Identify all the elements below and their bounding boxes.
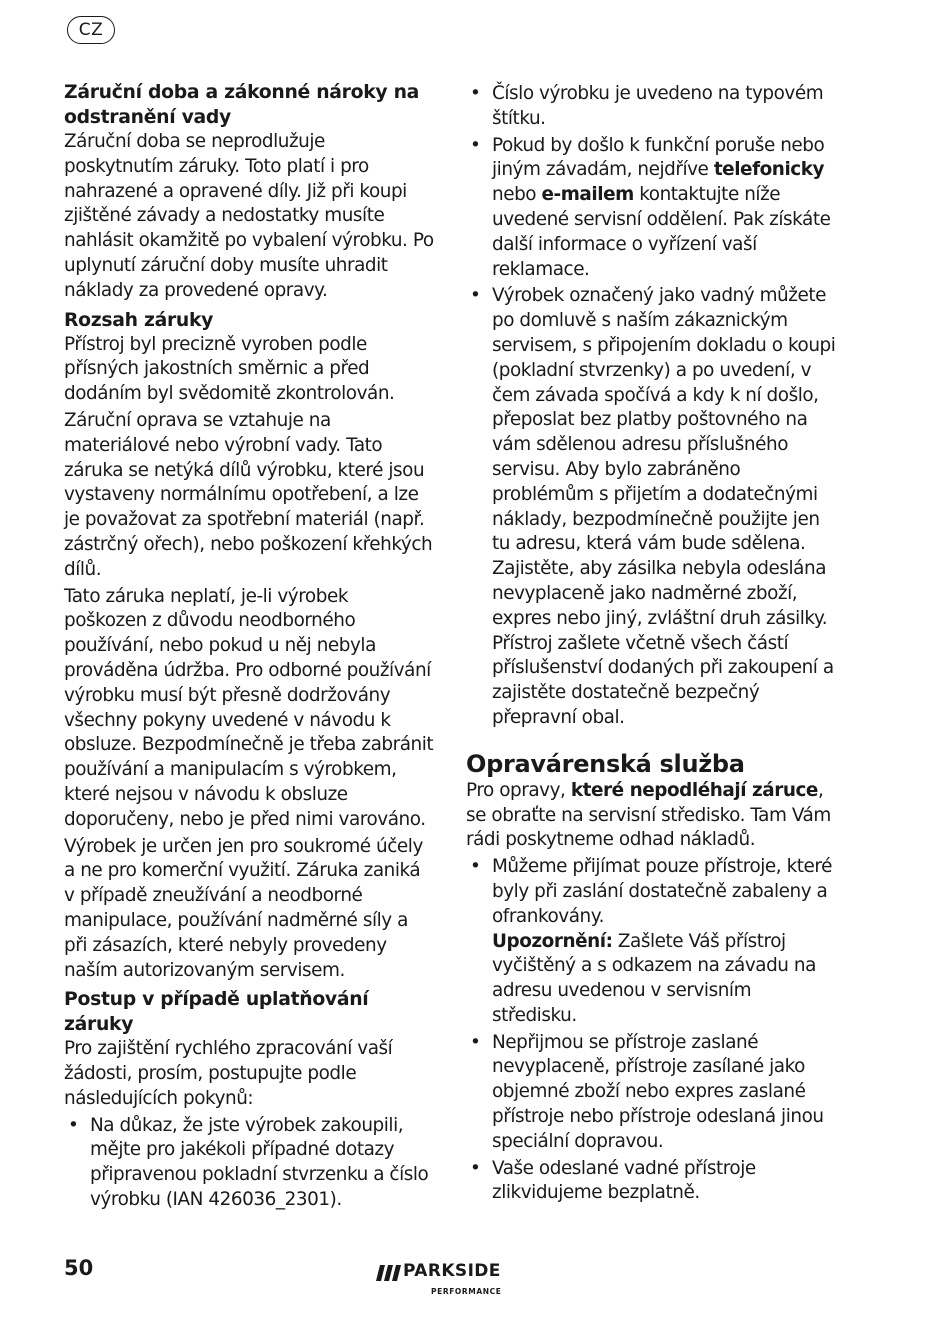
bold-email: e-mailem xyxy=(541,184,634,206)
text-run: Můžeme přijímat pouze přístroje, které byly při zaslání dostatečně zabaleny a ofrankovány. xyxy=(492,856,832,927)
paragraph: Pro zajištění rychlého zpracování vaší žádosti, prosím, postupujte podle následujících pokynů: xyxy=(64,1038,393,1109)
list-item: • Výrobek označený jako vadný můžete po domluvě s naším zákaznickým servisem, s připojením dokladu o koupi (pokladní stvrzenky) a po uvedení, v čem závada spočívá a kdy k ní došlo, přeposlat bez platby poštovného na vám sdělenou adresu příslušného servisu. Aby bylo zabráněno problémům s přijetím a dodatečnými náklady, bezpodmínečně použijte jen tu adresu, která vám bude sdělena. Zajistěte, aby zásilka nebyla odeslána nevyplaceně jako nadměrné zboží, expres nebo jiný, zvláštní druh zásilky. Přístroj zašlete včetně všech částí příslušenství dodaných při zakoupení a zajistěte dostatečně bezpečný přepravní obal. xyxy=(466,284,838,730)
list-item: • Na důkaz, že jste výrobek zakoupili, mějte pro jakékoli případné dotazy připravenou pokladní stvrzenku a číslo výrobku (IAN 426036_2301). xyxy=(64,1114,436,1213)
paragraph: Výrobek je určen jen pro soukromé účely a ne pro komerční využití. Záruka zaniká v případě zneužívání a neodborné manipulace, používání nadměrné síly a při zásazích, které nebyly provedeny naším autorizovaným servisem. xyxy=(64,835,423,981)
note-text: Zašlete Váš přístroj vyčištěný a s odkazem na závadu na adresu uvedenou v servisním středisku. xyxy=(492,930,816,1026)
bullet-list xyxy=(466,855,838,1206)
paragraph: Záruční oprava se vztahuje na materiálové nebo výrobní vady. Tato záruka se netýká dílů výrobku, které jsou vystaveny normálnímu opotřebení, a lze je považovat za spotřební materiál (např. zástrčný ořech), nebo poškození křehkých dílů. xyxy=(64,409,433,580)
section-heading-repair-service: Opravárenská služba xyxy=(466,749,745,778)
note-label: Upozornění: xyxy=(492,930,613,952)
bold-text: které nepodléhají záruce xyxy=(570,779,818,801)
section-heading-warranty-scope: Rozsah záruky xyxy=(64,309,214,331)
text-run: , se obraťte na servisní středisko. Tam Vám rádi poskytneme odhad nákladů. xyxy=(466,779,831,851)
left-column xyxy=(64,80,436,1213)
parkside-logo xyxy=(376,1263,526,1299)
text-run: Pro opravy, xyxy=(466,779,571,801)
page-number: 50 xyxy=(64,1256,94,1280)
bullet-list xyxy=(64,1114,436,1213)
paragraph xyxy=(466,779,838,853)
text-run: nebo xyxy=(492,184,542,206)
section-heading-claim-procedure: Postup v případě uplatňování záruky xyxy=(64,989,369,1036)
right-column xyxy=(466,80,838,1206)
brand-subline: PERFORMANCE xyxy=(431,1287,502,1296)
text-run: kontaktujte níže uvedené servisní oddělení. Pak získáte další informace o vyřízení vaší reklamace. xyxy=(492,184,831,280)
list-item xyxy=(466,134,838,283)
list-item: • Číslo výrobku je uvedeno na typovém štítku. xyxy=(466,82,838,132)
text-run: Pokud by došlo k funkční poruše nebo jiným závadám, nejdříve xyxy=(492,134,825,181)
paragraph: Tato záruka neplatí, je-li výrobek poškozen z důvodu neodborného používání, nebo pokud u něj nebyla prováděna údržba. Pro odborné používání výrobku musí být přesně dodržovány všechny pokyny uvedené v návodu k obsluze. Bezpodmínečně je třeba zabránit používání a manipulacím s výrobkem, které nejsou v návodu k obsluze doporučeny, nebo je před nimi varováno. xyxy=(64,585,434,830)
logo-stripes-icon xyxy=(376,1265,402,1281)
paragraph: Přístroj byl precizně vyroben podle přísných jakostních směrnic a před dodáním byl svědomitě zkontrolován. xyxy=(64,333,395,405)
language-badge: CZ xyxy=(67,16,115,44)
brand-name: PARKSIDE xyxy=(403,1261,501,1281)
bold-phone: telefonicky xyxy=(713,159,825,181)
section-heading-warranty-period: Záruční doba a zákonné nároky na odstranění vady xyxy=(64,82,420,128)
list-item xyxy=(466,855,838,1029)
paragraph: Záruční doba se neprodlužuje poskytnutím záruky. Toto platí i pro nahrazené a opravené díly. Již při koupi zjištěné závady a nedostatky musíte nahlásit okamžitě po vybalení výrobku. Po uplynutí záruční doby musíte uhradit náklady za provedené opravy. xyxy=(64,131,434,301)
list-item: • Vaše odeslané vadné přístroje zlikvidujeme bezplatně. xyxy=(466,1157,838,1207)
bullet-list xyxy=(466,82,838,731)
list-item: • Nepřijmou se přístroje zaslané nevyplaceně, přístroje zasílané jako objemné zboží nebo expres zaslané přístroje nebo přístroje odeslaná jinou speciální dopravou. xyxy=(466,1031,838,1155)
